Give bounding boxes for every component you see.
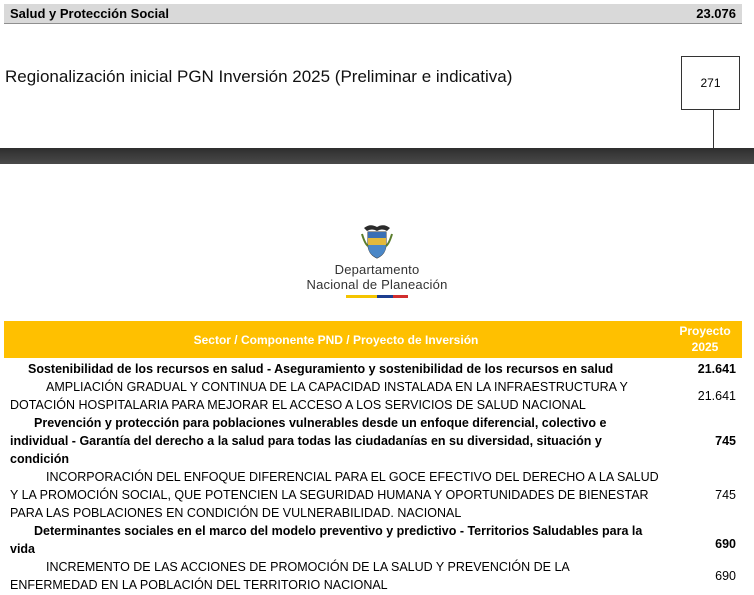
table-row — [4, 414, 742, 468]
row-value: 745 — [715, 434, 736, 448]
table-row — [4, 468, 742, 522]
page-number-box — [681, 56, 740, 110]
sector-summary-row — [4, 4, 742, 24]
page-number: 271 — [700, 76, 721, 90]
table-header — [4, 321, 742, 358]
page-number-line — [713, 110, 714, 148]
dnp-logo — [282, 222, 472, 302]
row-text: AMPLIACIÓN GRADUAL Y CONTINUA DE LA CAPACIDAD INSTALADA EN LA INFRAESTRUCTURA Y DOTACIÓN HOSPITALARIA PARA MEJORAR EL ACCESO A LOS SERVICIOS DE SALUD NACIONAL — [10, 380, 628, 412]
row-text: Sostenibilidad de los recursos en salud - Aseguramiento y sostenibilidad de los recursos en salud — [28, 362, 614, 376]
row-text: INCREMENTO DE LAS ACCIONES DE PROMOCIÓN DE LA SALUD Y PREVENCIÓN DE LA ENFERMEDAD EN LA POBLACIÓN DEL TERRITORIO NACIONAL — [10, 560, 570, 592]
row-text: Determinantes sociales en el marco del modelo preventivo y predictivo - Territorios Saludables para la vida — [10, 524, 643, 556]
header-project-line2: 2025 — [691, 340, 719, 354]
investment-table — [4, 321, 742, 594]
header-project-line1: Proyecto — [679, 324, 731, 338]
logo-line-1: Departamento — [334, 262, 420, 277]
table-row — [4, 378, 742, 414]
logo-flag-stripe — [346, 295, 408, 298]
logo-line-2: Nacional de Planeación — [306, 277, 448, 292]
header-project-column — [672, 323, 738, 355]
row-value: 690 — [715, 569, 736, 583]
page-divider-band — [0, 148, 754, 164]
table-row — [4, 522, 742, 558]
row-value: 745 — [715, 488, 736, 502]
sector-name: Salud y Protección Social — [10, 6, 169, 21]
row-text: Prevención y protección para poblaciones vulnerables desde un enfoque diferencial, colectivo e individual - Garantía del derecho a la salud para todas las ciudadanías en su diversidad, situación y condición — [10, 416, 607, 466]
coat-of-arms-icon — [360, 222, 394, 260]
table-row — [4, 360, 742, 378]
row-text: INCORPORACIÓN DEL ENFOQUE DIFERENCIAL PARA EL GOCE EFECTIVO DEL DERECHO A LA SALUD Y LA PROMOCIÓN SOCIAL, QUE POTENCIEN LA SEGURIDAD HUMANA Y OPORTUNIDADES DE BIENESTAR PARA LAS POBLACIONES EN CONDICIÓN DE VULNERABILIDAD. NACIONAL — [10, 470, 659, 520]
row-value: 21.641 — [697, 362, 736, 376]
table-row — [4, 558, 742, 594]
header-sector-column: Sector / Componente PND / Proyecto de Inversión — [193, 333, 479, 347]
row-value: 21.641 — [697, 389, 736, 403]
row-value: 690 — [715, 537, 736, 551]
page-title: Regionalización inicial PGN Inversión 2025 (Preliminar e indicativa) — [5, 67, 513, 86]
sector-total: 23.076 — [696, 6, 736, 21]
